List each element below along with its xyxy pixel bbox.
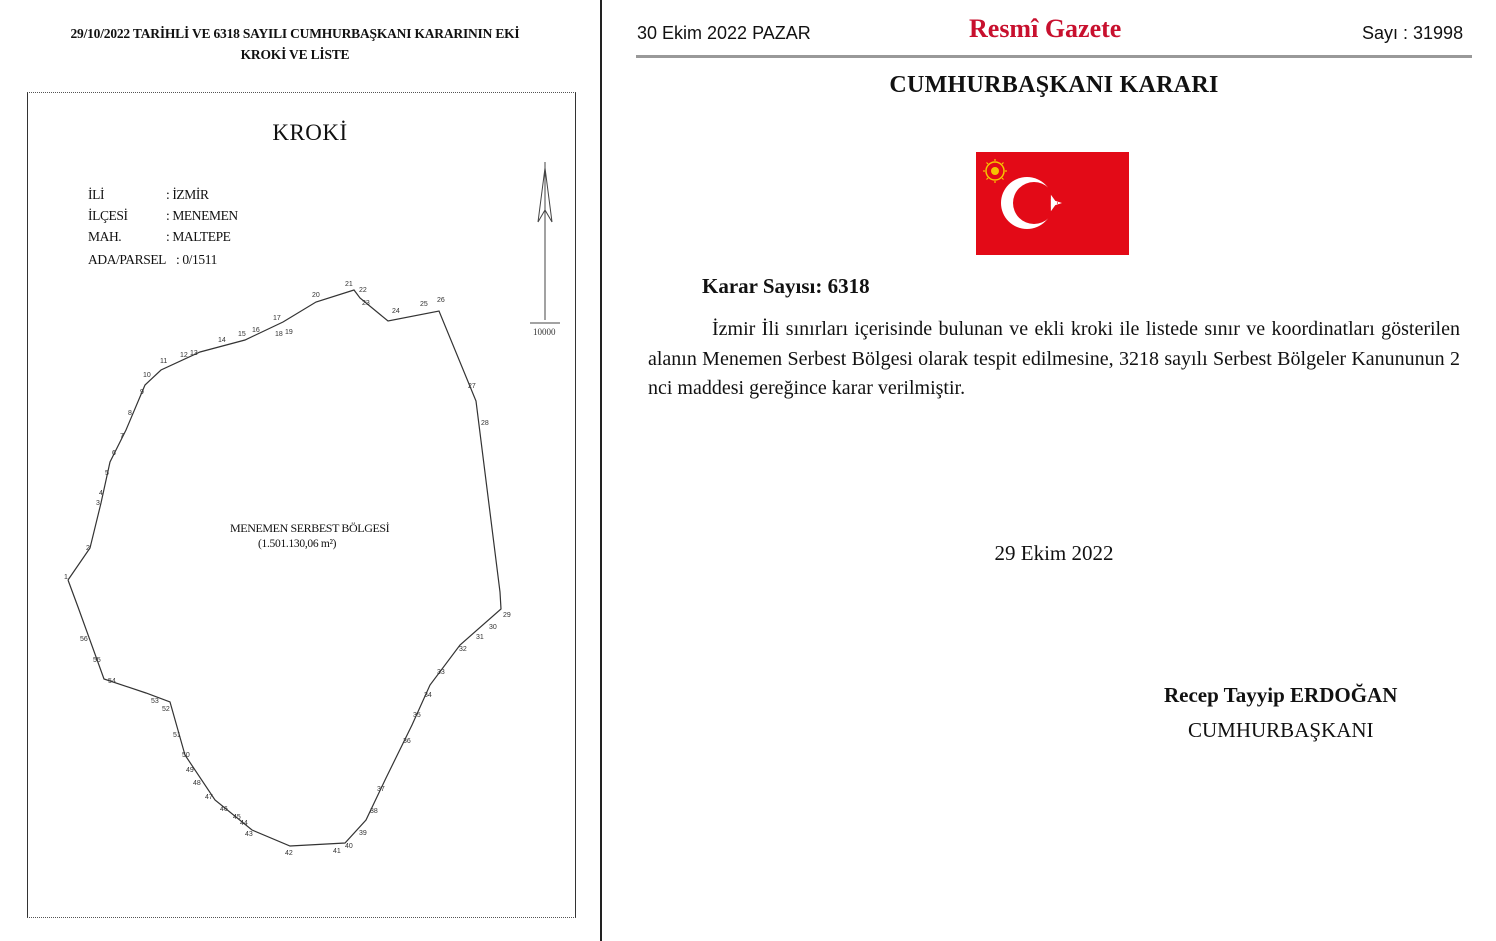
decision-title: CUMHURBAŞKANI KARARI	[889, 72, 1219, 98]
point-label: 15	[238, 331, 246, 338]
point-label: 25	[420, 301, 428, 308]
boundary-polygon	[0, 0, 600, 941]
area-size: (1.501.130,06 m²)	[258, 538, 337, 550]
info-label-ilce: İLÇESİ	[88, 208, 128, 223]
point-label: 22	[359, 287, 367, 294]
page-divider	[600, 0, 602, 941]
point-label: 48	[193, 780, 201, 787]
point-label: 33	[437, 669, 445, 676]
point-label: 49	[186, 767, 194, 774]
point-label: 9	[140, 389, 144, 396]
turkish-flag-icon	[976, 152, 1129, 255]
scale-label: 10000	[533, 327, 556, 337]
point-label: 38	[370, 808, 378, 815]
point-label: 10	[143, 372, 151, 379]
point-label: 43	[245, 831, 253, 838]
header-rule	[636, 55, 1472, 58]
point-label: 19	[285, 329, 293, 336]
point-label: 51	[173, 732, 181, 739]
area-name: MENEMEN SERBEST BÖLGESİ	[230, 521, 390, 535]
info-label-parcel: ADA/PARSEL	[88, 252, 167, 267]
point-label: 32	[459, 646, 467, 653]
point-label: 7	[120, 433, 124, 440]
point-label: 5	[105, 470, 109, 477]
annex-header-line1: 29/10/2022 TARİHLİ VE 6318 SAYILI CUMHURBAŞKANI KARARININ EKİ	[70, 26, 520, 41]
point-label: 28	[481, 420, 489, 427]
point-label: 3	[96, 500, 100, 507]
point-label: 1	[64, 574, 68, 581]
point-label: 29	[503, 612, 511, 619]
decision-body: İzmir İli sınırları içerisinde bulunan ve ekli kroki ile listede sınır ve koordinatları gösterilen alanın Menemen Serbest Bölgesi olarak tespit edilmesine, 3218 sayılı Serbest Bölgeler Kanununun 2 nci maddesi gereğince karar verilmiştir.	[648, 318, 1460, 399]
signer-name: Recep Tayyip ERDOĞAN	[1164, 683, 1398, 707]
point-label: 40	[345, 843, 353, 850]
point-label: 31	[476, 634, 484, 641]
point-label: 45	[233, 814, 241, 821]
gazette-name: Resmî Gazete	[969, 14, 1122, 43]
point-label: 13	[190, 350, 198, 357]
sketch-title: KROKİ	[272, 120, 348, 145]
point-label: 37	[377, 786, 385, 793]
point-label: 17	[273, 315, 281, 322]
point-label: 30	[489, 624, 497, 631]
info-label-il: İLİ	[88, 187, 105, 202]
signer-title: CUMHURBAŞKANI	[1188, 718, 1374, 742]
point-label: 18	[275, 331, 283, 338]
point-label: 46	[220, 806, 228, 813]
point-label: 14	[218, 337, 226, 344]
info-value-ilce: : MENEMEN	[166, 208, 238, 223]
point-label: 36	[403, 738, 411, 745]
point-label: 47	[205, 794, 213, 801]
gazette-issue: Sayı : 31998	[1362, 23, 1464, 43]
info-value-parcel: : 0/1511	[176, 252, 217, 267]
point-label: 23	[362, 300, 370, 307]
info-value-il: : İZMİR	[166, 187, 209, 202]
point-label: 26	[437, 297, 445, 304]
signature-date: 29 Ekim 2022	[994, 541, 1114, 565]
point-label: 52	[162, 706, 170, 713]
point-label: 8	[128, 410, 132, 417]
point-label: 44	[240, 820, 248, 827]
point-label: 20	[312, 292, 320, 299]
point-label: 6	[112, 450, 116, 457]
annex-header-line2: KROKİ VE LİSTE	[240, 47, 350, 62]
point-label: 39	[359, 830, 367, 837]
point-label: 35	[413, 712, 421, 719]
point-label: 34	[424, 692, 432, 699]
point-label: 4	[99, 490, 103, 497]
point-label: 54	[108, 678, 116, 685]
info-value-mah: : MALTEPE	[166, 229, 231, 244]
point-label: 41	[333, 848, 341, 855]
point-label: 21	[345, 281, 353, 288]
point-label: 56	[80, 636, 88, 643]
annex-page	[0, 0, 600, 941]
point-label: 50	[182, 752, 190, 759]
point-label: 16	[252, 327, 260, 334]
point-label: 11	[160, 358, 168, 365]
point-label: 2	[86, 545, 90, 552]
point-label: 12	[180, 352, 188, 359]
point-label: 42	[285, 850, 293, 857]
point-label: 24	[392, 308, 400, 315]
point-label: 55	[93, 657, 101, 664]
gazette-date: 30 Ekim 2022 PAZAR	[637, 23, 811, 43]
decision-number: Karar Sayısı: 6318	[702, 274, 870, 298]
info-label-mah: MAH.	[88, 229, 122, 244]
point-label: 27	[468, 383, 476, 390]
point-label: 53	[151, 698, 159, 705]
